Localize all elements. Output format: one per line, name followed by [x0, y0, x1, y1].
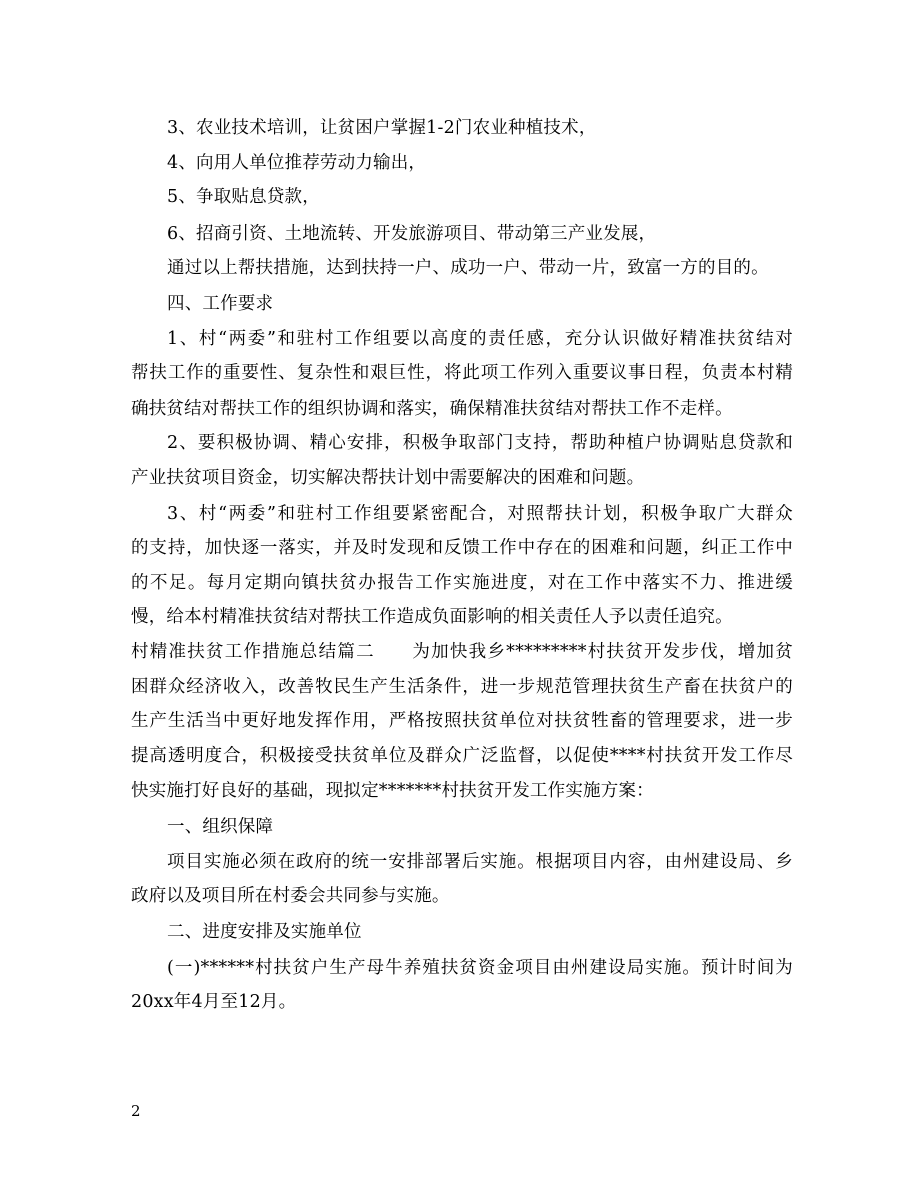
section-heading: 一、组织保障: [167, 817, 274, 837]
text-line: 6、招商引资、土地流转、开发旅游项目、带动第三产业发展，: [167, 224, 657, 244]
text-line: 帮扶工作的重要性、复杂性和艰巨性，将此项工作列入重要议事日程，负责本村精: [131, 363, 793, 383]
text-line: 的支持，加快逐一落实，并及时发现和反馈工作中存在的困难和问题，纠正工作中: [131, 538, 793, 558]
text-line: 困群众经济收入，改善牧民生产生活条件，进一步规范管理扶贫生产畜在扶贫户的: [131, 677, 793, 697]
section-heading: 二、进度安排及实施单位: [167, 922, 362, 942]
text-line: 1、村“两委”和驻村工作组要以高度的责任感，充分认识做好精准扶贫结对: [167, 329, 793, 349]
text-line: 确扶贫结对帮扶工作的组织协调和落实，确保精准扶贫结对帮扶工作不走样。: [131, 399, 733, 419]
section-heading: 四、工作要求: [167, 294, 274, 314]
text-line: 2、要积极协调、精心安排，积极争取部门支持，帮助种植户协调贴息贷款和: [167, 433, 793, 453]
text-line: 生产生活当中更好地发挥作用，严格按照扶贫单位对扶贫牲畜的管理要求，进一步: [131, 711, 793, 731]
text-line: 5、争取贴息贷款，: [167, 187, 320, 207]
page-number: 2: [131, 1102, 141, 1120]
text-line: 4、向用人单位推荐劳动力输出，: [167, 153, 427, 173]
text-line: 政府以及项目所在村委会共同参与实施。: [131, 886, 450, 906]
text-line: (一)******村扶贫户生产母牛养殖扶贫资金项目由州建设局实施。预计时间为: [167, 958, 793, 978]
text-line: 3、农业技术培训，让贫困户掌握1-2门农业种植技术，: [167, 118, 597, 138]
text-line: 3、村“两委”和驻村工作组要紧密配合，对照帮扶计划，积极争取广大群众: [167, 504, 793, 524]
article-title-line: 村精准扶贫工作措施总结篇二 为加快我乡*********村扶贫开发步伐，增加贫: [131, 642, 793, 662]
text-line: 通过以上帮扶措施，达到扶持一户、成功一户、带动一片，致富一方的目的。: [167, 258, 769, 278]
text-line: 产业扶贫项目资金，切实解决帮扶计划中需要解决的困难和问题。: [131, 468, 645, 488]
text-line: 20xx年4月至12月。: [131, 992, 297, 1012]
text-line: 提高透明度合，积极接受扶贫单位及群众广泛监督，以促使****村扶贫开发工作尽: [131, 746, 793, 766]
text-line: 的不足。每月定期向镇扶贫办报告工作实施进度，对在工作中落实不力、推进缓: [131, 573, 793, 593]
text-line: 快实施打好良好的基础，现拟定*******村扶贫开发工作实施方案：: [131, 781, 654, 801]
text-line: 项目实施必须在政府的统一安排部署后实施。根据项目内容，由州建设局、乡: [167, 852, 793, 872]
text-line: 慢，给本村精准扶贫结对帮扶工作造成负面影响的相关责任人予以责任追究。: [131, 607, 733, 627]
